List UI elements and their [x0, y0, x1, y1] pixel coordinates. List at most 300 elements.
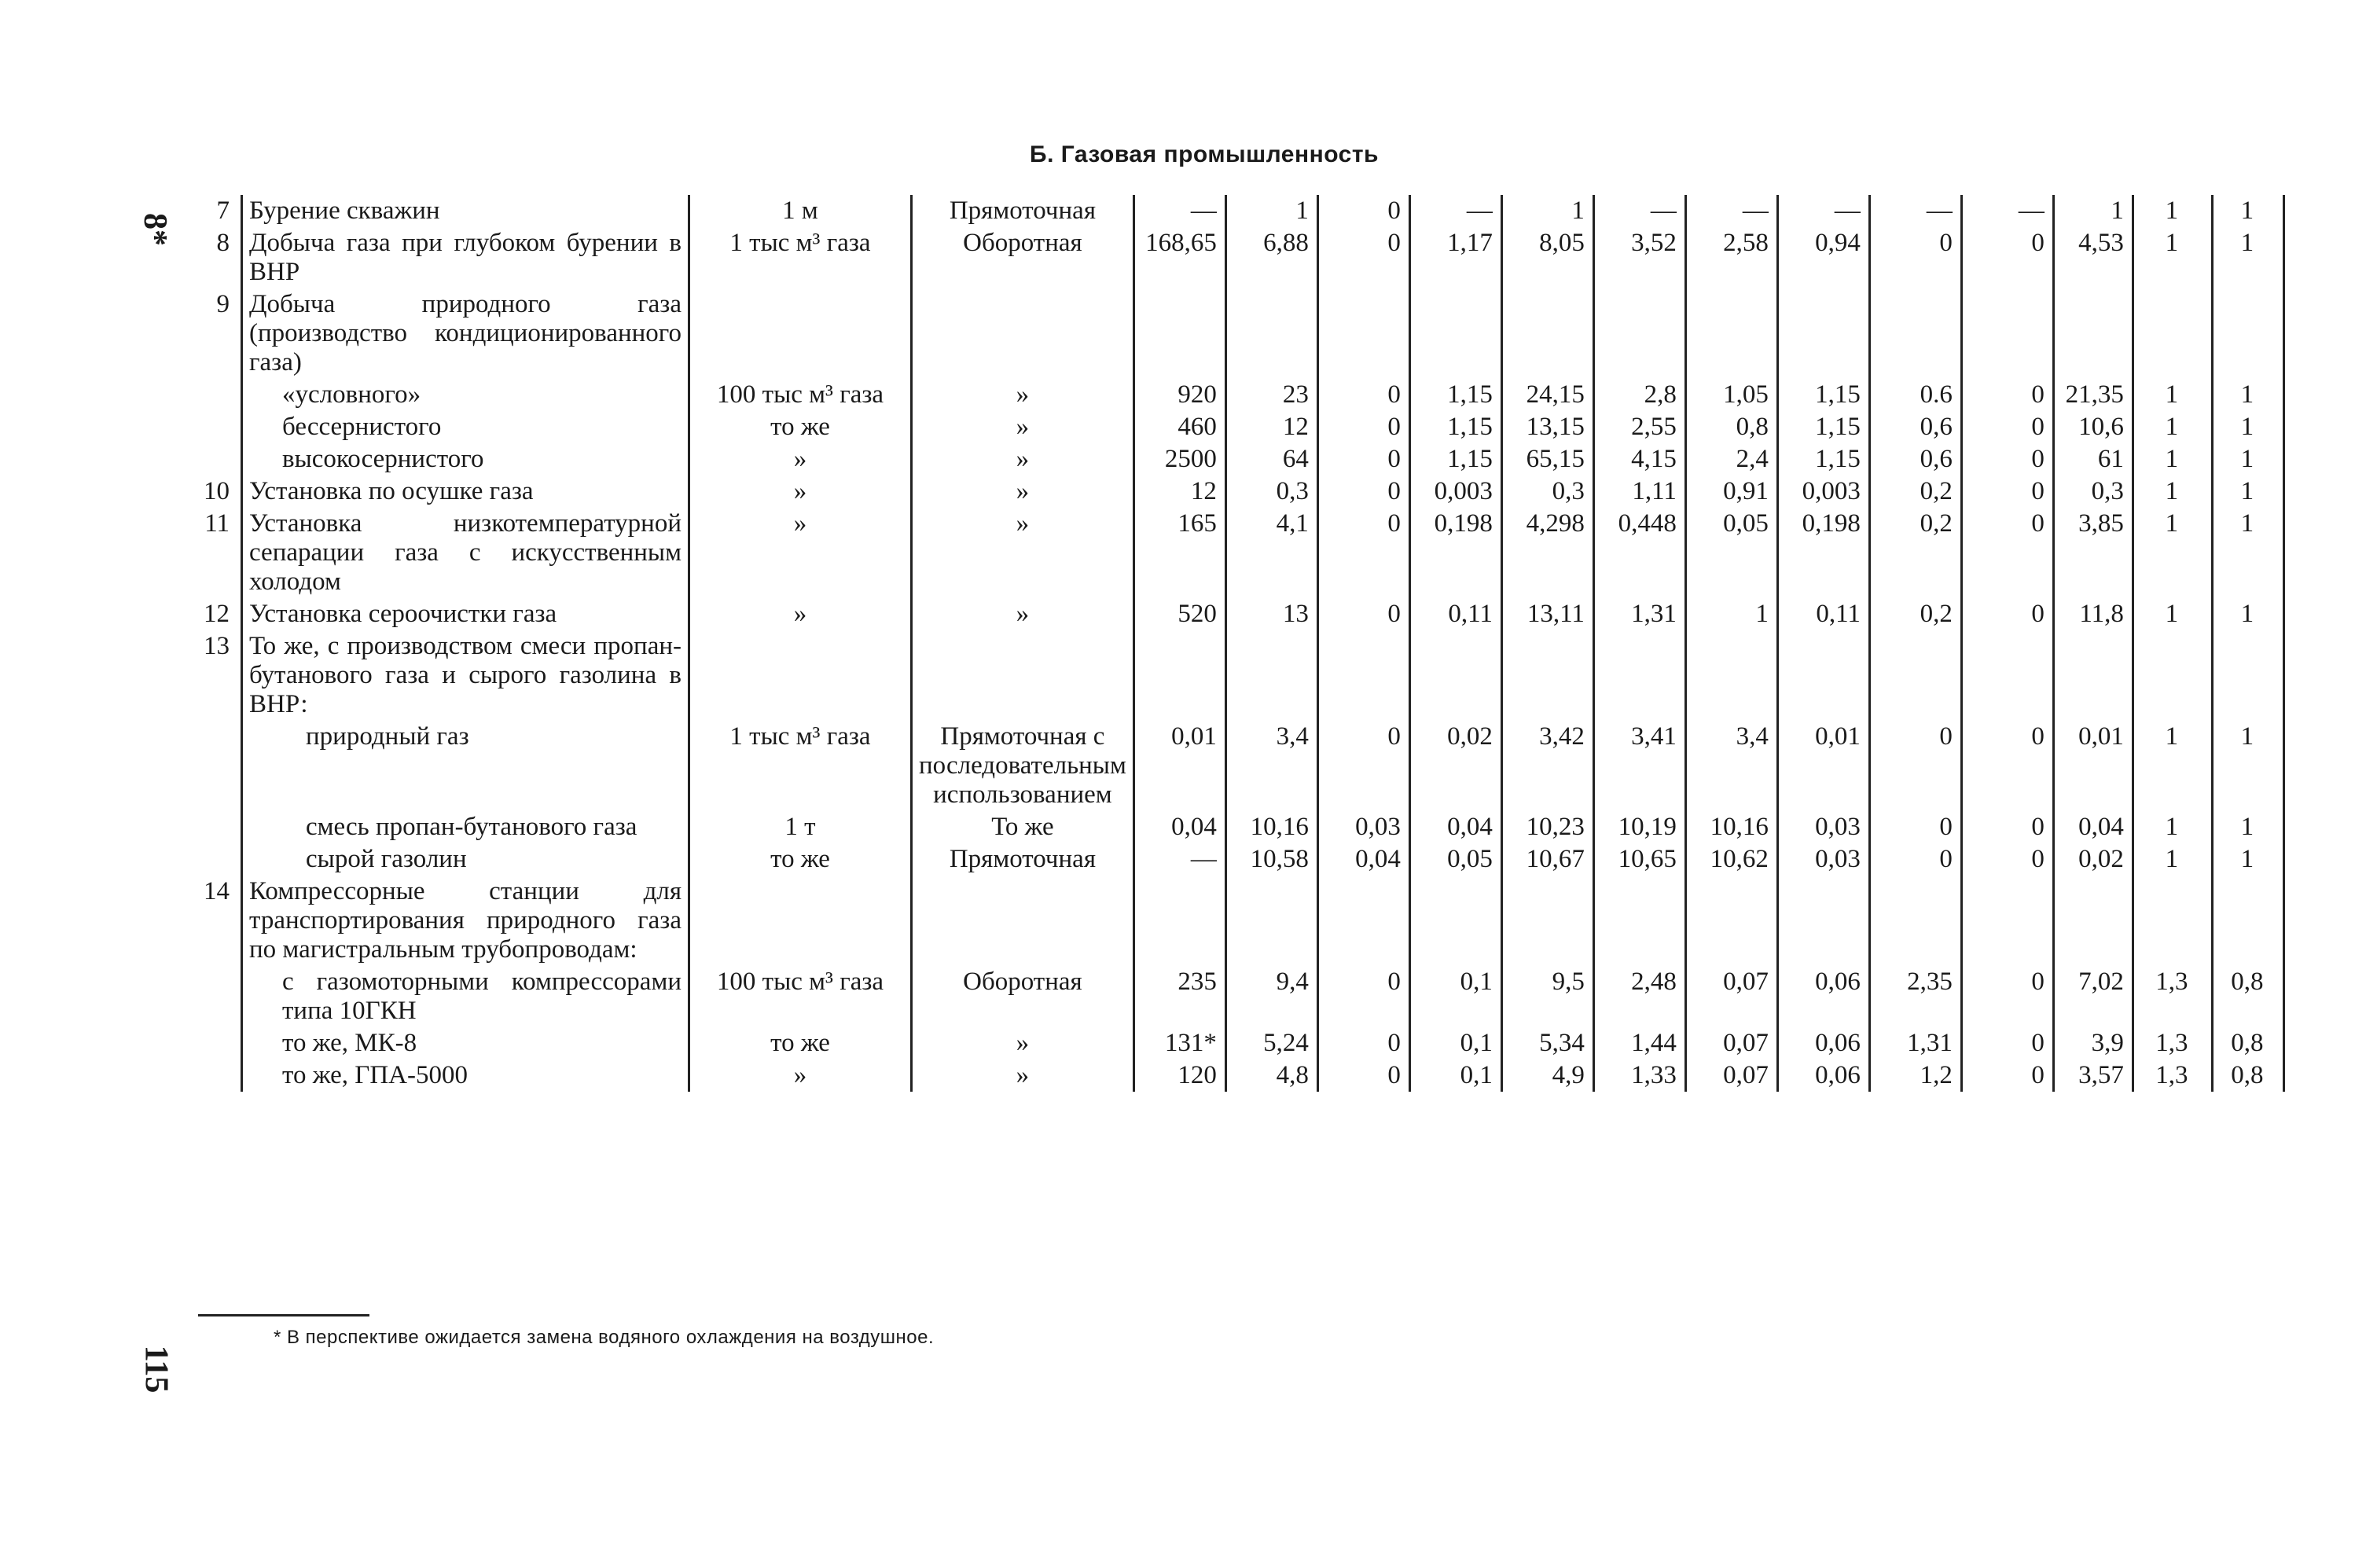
row-water-system: Оборотная: [912, 966, 1134, 1027]
row-value-col-2: 6,88: [1225, 227, 1317, 288]
row-water-system: »: [912, 411, 1134, 443]
row-unit: »: [689, 476, 912, 508]
row-value-col-8: 0,94: [1777, 227, 1869, 288]
row-value-col-3: 0: [1317, 476, 1409, 508]
row-value-col-1: 168,65: [1133, 227, 1225, 288]
row-name: смесь пропан-бутанового газа: [242, 811, 689, 843]
row-value-col-2: 64: [1225, 443, 1317, 476]
row-value-col-2: 4,8: [1225, 1059, 1317, 1092]
row-value-col-3: [1317, 288, 1409, 379]
row-value-col-10: 0: [1961, 443, 2053, 476]
row-value-col-11: 3,85: [2053, 508, 2133, 598]
row-value-col-2: 1: [1225, 195, 1317, 227]
row-value-col-7: [1685, 630, 1777, 721]
row-water-system: »: [912, 443, 1134, 476]
row-value-col-5: 4,298: [1501, 508, 1593, 598]
row-value-col-4: 0,1: [1409, 1027, 1501, 1059]
row-name: то же, ГПА-5000: [242, 1059, 689, 1092]
row-value-col-8: 0,03: [1777, 843, 1869, 876]
row-unit: 1 т: [689, 811, 912, 843]
row-value-col-9: 0: [1869, 811, 1961, 843]
row-water-system: [912, 876, 1134, 966]
table-row: [189, 721, 2283, 811]
table-row: [189, 288, 2283, 379]
row-value-col-5: 1: [1501, 195, 1593, 227]
row-value-col-1: 235: [1133, 966, 1225, 1027]
row-value-col-4: 0,02: [1409, 721, 1501, 811]
row-value-col-6: 4,15: [1593, 443, 1685, 476]
row-value-col-10: 0: [1961, 598, 2053, 630]
row-value-col-9: 0.6: [1869, 379, 1961, 411]
row-value-col-13: 1: [2212, 476, 2283, 508]
row-value-col-7: 10,16: [1685, 811, 1777, 843]
row-value-col-3: 0: [1317, 411, 1409, 443]
row-value-col-8: 0,198: [1777, 508, 1869, 598]
row-value-col-13: 1: [2212, 843, 2283, 876]
row-value-col-13: 0,8: [2212, 1027, 2283, 1059]
row-value-col-8: [1777, 288, 1869, 379]
row-value-col-12: 1: [2133, 411, 2212, 443]
page-number: 115: [138, 1345, 175, 1394]
row-value-col-7: 0,91: [1685, 476, 1777, 508]
row-value-col-8: 1,15: [1777, 379, 1869, 411]
row-value-col-7: 0,05: [1685, 508, 1777, 598]
row-value-col-10: [1961, 630, 2053, 721]
table-row: [189, 476, 2283, 508]
row-value-col-12: 1: [2133, 195, 2212, 227]
row-value-col-12: 1,3: [2133, 1027, 2212, 1059]
row-value-col-13: 1: [2212, 598, 2283, 630]
row-number: [189, 721, 242, 811]
row-value-col-5: 65,15: [1501, 443, 1593, 476]
row-value-col-13: 1: [2212, 227, 2283, 288]
row-number: [189, 966, 242, 1027]
row-value-col-2: 13: [1225, 598, 1317, 630]
row-value-col-3: 0: [1317, 1059, 1409, 1092]
row-value-col-1: 12: [1133, 476, 1225, 508]
row-value-col-3: [1317, 630, 1409, 721]
row-unit: »: [689, 1059, 912, 1092]
row-value-col-10: 0: [1961, 811, 2053, 843]
row-value-col-11: 7,02: [2053, 966, 2133, 1027]
row-value-col-10: [1961, 288, 2053, 379]
row-value-col-13: 1: [2212, 811, 2283, 843]
row-value-col-1: 460: [1133, 411, 1225, 443]
row-number: [189, 811, 242, 843]
row-value-col-6: 0,448: [1593, 508, 1685, 598]
row-value-col-3: 0: [1317, 721, 1409, 811]
row-value-col-4: 0,1: [1409, 966, 1501, 1027]
row-value-col-5: 4,9: [1501, 1059, 1593, 1092]
row-value-col-6: 3,52: [1593, 227, 1685, 288]
row-unit: то же: [689, 843, 912, 876]
row-value-col-4: 0,198: [1409, 508, 1501, 598]
row-value-col-8: 0,03: [1777, 811, 1869, 843]
row-water-system: »: [912, 598, 1134, 630]
row-value-col-11: 11,8: [2053, 598, 2133, 630]
row-unit: [689, 876, 912, 966]
row-number: 8: [216, 229, 230, 257]
row-value-col-6: [1593, 630, 1685, 721]
row-value-col-10: 0: [1961, 1059, 2053, 1092]
row-value-col-4: 1,15: [1409, 411, 1501, 443]
row-value-col-11: 61: [2053, 443, 2133, 476]
row-value-col-7: 10,62: [1685, 843, 1777, 876]
row-value-col-11: 3,9: [2053, 1027, 2133, 1059]
row-value-col-12: 1: [2133, 811, 2212, 843]
row-name: Добыча природного газа (производство кондиционированного газа): [242, 288, 689, 379]
row-name: «условного»: [242, 379, 689, 411]
row-value-col-1: 0,01: [1133, 721, 1225, 811]
row-value-col-2: 4,1: [1225, 508, 1317, 598]
row-value-col-3: 0: [1317, 1027, 1409, 1059]
row-value-col-13: [2212, 876, 2283, 966]
row-value-col-5: 3,42: [1501, 721, 1593, 811]
row-name: высокосернистого: [242, 443, 689, 476]
row-water-system: »: [912, 508, 1134, 598]
row-value-col-11: 0,04: [2053, 811, 2133, 843]
row-value-col-12: 1: [2133, 379, 2212, 411]
row-value-col-1: —: [1133, 843, 1225, 876]
row-unit: 100 тыс м³ газа: [689, 379, 912, 411]
row-value-col-3: 0: [1317, 379, 1409, 411]
row-value-col-13: 1: [2212, 379, 2283, 411]
row-value-col-7: —: [1685, 195, 1777, 227]
row-value-col-13: 1: [2212, 508, 2283, 598]
row-value-col-9: 0: [1869, 843, 1961, 876]
row-name: Бурение скважин: [242, 195, 689, 227]
row-value-col-9: [1869, 630, 1961, 721]
row-value-col-6: 3,41: [1593, 721, 1685, 811]
row-value-col-7: 1: [1685, 598, 1777, 630]
row-value-col-9: [1869, 876, 1961, 966]
row-unit: 1 м: [689, 195, 912, 227]
row-number: [189, 443, 242, 476]
row-value-col-8: [1777, 876, 1869, 966]
row-value-col-1: [1133, 630, 1225, 721]
row-unit: 1 тыс м³ газа: [689, 227, 912, 288]
row-value-col-4: 1,15: [1409, 443, 1501, 476]
row-value-col-13: [2212, 288, 2283, 379]
row-value-col-5: 10,67: [1501, 843, 1593, 876]
row-value-col-12: 1: [2133, 598, 2212, 630]
row-value-col-10: 0: [1961, 1027, 2053, 1059]
row-number: 9: [216, 290, 230, 318]
row-value-col-13: 1: [2212, 721, 2283, 811]
row-value-col-11: 0,01: [2053, 721, 2133, 811]
row-value-col-10: [1961, 876, 2053, 966]
row-value-col-2: 9,4: [1225, 966, 1317, 1027]
row-value-col-8: 0,06: [1777, 966, 1869, 1027]
row-value-col-4: 0,1: [1409, 1059, 1501, 1092]
row-name: Добыча газа при глубоком бурении в ВНР: [242, 227, 689, 288]
row-value-col-6: [1593, 876, 1685, 966]
row-number: [189, 1027, 242, 1059]
row-value-col-4: 1,17: [1409, 227, 1501, 288]
row-value-col-1: 520: [1133, 598, 1225, 630]
row-value-col-4: 0,003: [1409, 476, 1501, 508]
row-value-col-2: 10,16: [1225, 811, 1317, 843]
row-value-col-12: [2133, 630, 2212, 721]
row-value-col-7: 2,58: [1685, 227, 1777, 288]
row-water-system: Прямоточная с последовательным использованием: [912, 721, 1134, 811]
footnote: * В перспективе ожидается замена водяного охлаждения на воздушное.: [274, 1327, 935, 1348]
row-water-system: [912, 630, 1134, 721]
row-value-col-3: 0,03: [1317, 811, 1409, 843]
table-row: [189, 811, 2283, 843]
row-unit: 1 тыс м³ газа: [689, 721, 912, 811]
row-name: То же, с производством смеси пропан-бутанового газа и сырого газолина в ВНР:: [242, 630, 689, 721]
row-value-col-9: 0,2: [1869, 508, 1961, 598]
row-value-col-13: 0,8: [2212, 1059, 2283, 1092]
row-value-col-12: 1: [2133, 721, 2212, 811]
row-name: природный газ: [242, 721, 689, 811]
row-value-col-9: 0,2: [1869, 598, 1961, 630]
row-value-col-11: 4,53: [2053, 227, 2133, 288]
row-value-col-3: 0,04: [1317, 843, 1409, 876]
row-value-col-9: 1,31: [1869, 1027, 1961, 1059]
row-value-col-8: 0,11: [1777, 598, 1869, 630]
table-row: [189, 195, 2283, 227]
row-number: 10: [204, 477, 230, 505]
row-value-col-10: 0: [1961, 721, 2053, 811]
table-row: [189, 598, 2283, 630]
row-value-col-2: 5,24: [1225, 1027, 1317, 1059]
row-water-system: »: [912, 379, 1134, 411]
row-name: Компрессорные станции для транспортирования природного газа по магистральным трубопроводам:: [242, 876, 689, 966]
row-value-col-10: 0: [1961, 476, 2053, 508]
row-water-system: »: [912, 1027, 1134, 1059]
row-value-col-4: [1409, 288, 1501, 379]
row-value-col-3: 0: [1317, 966, 1409, 1027]
row-name: Установка сероочистки газа: [242, 598, 689, 630]
row-value-col-9: 0: [1869, 227, 1961, 288]
row-value-col-9: —: [1869, 195, 1961, 227]
row-value-col-6: [1593, 288, 1685, 379]
row-value-col-13: 1: [2212, 411, 2283, 443]
table-row: [189, 379, 2283, 411]
row-value-col-3: 0: [1317, 508, 1409, 598]
row-value-col-10: 0: [1961, 966, 2053, 1027]
row-value-col-12: 1: [2133, 508, 2212, 598]
row-value-col-8: [1777, 630, 1869, 721]
row-number: 13: [204, 632, 230, 660]
row-value-col-5: 13,15: [1501, 411, 1593, 443]
page-marker-top: 8*: [137, 213, 173, 246]
row-number: 12: [204, 600, 230, 628]
row-value-col-6: 1,44: [1593, 1027, 1685, 1059]
table-row: [189, 1027, 2283, 1059]
row-value-col-4: 1,15: [1409, 379, 1501, 411]
row-number: [189, 843, 242, 876]
row-value-col-11: [2053, 630, 2133, 721]
row-value-col-4: 0,04: [1409, 811, 1501, 843]
row-value-col-7: 0,8: [1685, 411, 1777, 443]
row-value-col-9: 1,2: [1869, 1059, 1961, 1092]
table-row: [189, 966, 2283, 1027]
row-value-col-2: 23: [1225, 379, 1317, 411]
row-value-col-2: 12: [1225, 411, 1317, 443]
row-name: то же, МК-8: [242, 1027, 689, 1059]
row-unit: то же: [689, 411, 912, 443]
row-unit: [689, 630, 912, 721]
row-value-col-3: [1317, 876, 1409, 966]
row-value-col-12: [2133, 288, 2212, 379]
row-value-col-12: 1: [2133, 227, 2212, 288]
row-value-col-6: 1,33: [1593, 1059, 1685, 1092]
row-value-col-6: 10,65: [1593, 843, 1685, 876]
row-value-col-9: 2,35: [1869, 966, 1961, 1027]
row-value-col-1: [1133, 876, 1225, 966]
row-name: Установка низкотемпературной сепарации газа с искусственным холодом: [242, 508, 689, 598]
row-water-system: [912, 288, 1134, 379]
data-table-container: [189, 195, 2285, 1092]
row-number: [189, 379, 242, 411]
row-value-col-8: 1,15: [1777, 443, 1869, 476]
row-water-system: Прямоточная: [912, 843, 1134, 876]
row-value-col-1: 165: [1133, 508, 1225, 598]
row-value-col-13: 1: [2212, 443, 2283, 476]
row-value-col-12: 1: [2133, 443, 2212, 476]
row-value-col-10: 0: [1961, 227, 2053, 288]
row-value-col-11: 10,6: [2053, 411, 2133, 443]
footnote-rule: [198, 1314, 369, 1316]
row-number: 11: [204, 509, 230, 538]
row-value-col-6: 10,19: [1593, 811, 1685, 843]
row-value-col-11: [2053, 288, 2133, 379]
row-value-col-5: 10,23: [1501, 811, 1593, 843]
row-value-col-6: 1,31: [1593, 598, 1685, 630]
row-value-col-11: 21,35: [2053, 379, 2133, 411]
row-value-col-6: 2,8: [1593, 379, 1685, 411]
row-number: 14: [204, 877, 230, 905]
row-value-col-1: —: [1133, 195, 1225, 227]
row-water-system: »: [912, 476, 1134, 508]
row-value-col-11: [2053, 876, 2133, 966]
row-name: с газомоторными компрессорами типа 10ГКН: [242, 966, 689, 1027]
table-row: [189, 508, 2283, 598]
row-name: сырой газолин: [242, 843, 689, 876]
row-value-col-6: —: [1593, 195, 1685, 227]
row-value-col-9: 0,6: [1869, 443, 1961, 476]
row-value-col-3: 0: [1317, 443, 1409, 476]
section-heading: Б. Газовая промышленность: [1030, 141, 1379, 167]
row-water-system: »: [912, 1059, 1134, 1092]
table-row: [189, 227, 2283, 288]
row-value-col-1: 120: [1133, 1059, 1225, 1092]
table-row: [189, 843, 2283, 876]
row-value-col-5: [1501, 876, 1593, 966]
row-unit: »: [689, 508, 912, 598]
row-value-col-7: 3,4: [1685, 721, 1777, 811]
row-value-col-7: [1685, 288, 1777, 379]
table-row: [189, 1059, 2283, 1092]
row-name: Установка по осушке газа: [242, 476, 689, 508]
row-value-col-7: 2,4: [1685, 443, 1777, 476]
row-value-col-8: 0,06: [1777, 1059, 1869, 1092]
row-water-system: То же: [912, 811, 1134, 843]
row-value-col-10: —: [1961, 195, 2053, 227]
row-value-col-11: 0,02: [2053, 843, 2133, 876]
row-value-col-12: 1,3: [2133, 966, 2212, 1027]
row-value-col-8: 0,003: [1777, 476, 1869, 508]
row-value-col-13: 1: [2212, 195, 2283, 227]
row-value-col-10: 0: [1961, 411, 2053, 443]
row-value-col-9: [1869, 288, 1961, 379]
row-value-col-11: 0,3: [2053, 476, 2133, 508]
row-value-col-7: 1,05: [1685, 379, 1777, 411]
row-value-col-3: 0: [1317, 598, 1409, 630]
table-row: [189, 630, 2283, 721]
row-value-col-1: 131*: [1133, 1027, 1225, 1059]
row-value-col-9: 0,6: [1869, 411, 1961, 443]
row-number: [189, 1059, 242, 1092]
row-value-col-13: 0,8: [2212, 966, 2283, 1027]
row-value-col-8: 0,06: [1777, 1027, 1869, 1059]
row-value-col-7: 0,07: [1685, 1027, 1777, 1059]
row-value-col-8: —: [1777, 195, 1869, 227]
row-value-col-5: 24,15: [1501, 379, 1593, 411]
row-unit: [689, 288, 912, 379]
row-value-col-7: 0,07: [1685, 966, 1777, 1027]
row-value-col-9: 0,2: [1869, 476, 1961, 508]
norms-table: [189, 195, 2285, 1092]
row-value-col-1: 920: [1133, 379, 1225, 411]
row-value-col-8: 1,15: [1777, 411, 1869, 443]
row-value-col-5: 13,11: [1501, 598, 1593, 630]
row-value-col-5: [1501, 630, 1593, 721]
row-value-col-7: 0,07: [1685, 1059, 1777, 1092]
row-value-col-10: 0: [1961, 508, 2053, 598]
row-value-col-2: 10,58: [1225, 843, 1317, 876]
row-water-system: Прямоточная: [912, 195, 1134, 227]
table-row: [189, 876, 2283, 966]
row-value-col-6: 2,55: [1593, 411, 1685, 443]
row-unit: »: [689, 443, 912, 476]
row-water-system: Оборотная: [912, 227, 1134, 288]
row-unit: 100 тыс м³ газа: [689, 966, 912, 1027]
row-value-col-2: [1225, 876, 1317, 966]
row-value-col-4: —: [1409, 195, 1501, 227]
row-value-col-1: 2500: [1133, 443, 1225, 476]
table-body: [189, 195, 2283, 1092]
row-value-col-12: 1: [2133, 843, 2212, 876]
row-value-col-12: [2133, 876, 2212, 966]
row-value-col-8: 0,01: [1777, 721, 1869, 811]
row-name: бессернистого: [242, 411, 689, 443]
row-value-col-1: 0,04: [1133, 811, 1225, 843]
row-value-col-2: 3,4: [1225, 721, 1317, 811]
row-value-col-12: 1: [2133, 476, 2212, 508]
row-value-col-5: 9,5: [1501, 966, 1593, 1027]
row-value-col-5: 0,3: [1501, 476, 1593, 508]
row-value-col-1: [1133, 288, 1225, 379]
row-value-col-5: 8,05: [1501, 227, 1593, 288]
row-value-col-3: 0: [1317, 227, 1409, 288]
row-value-col-10: 0: [1961, 843, 2053, 876]
table-row: [189, 411, 2283, 443]
row-number: [189, 411, 242, 443]
row-value-col-11: 1: [2053, 195, 2133, 227]
row-value-col-6: 2,48: [1593, 966, 1685, 1027]
row-unit: то же: [689, 1027, 912, 1059]
row-number: 7: [216, 196, 230, 225]
row-value-col-2: 0,3: [1225, 476, 1317, 508]
row-value-col-11: 3,57: [2053, 1059, 2133, 1092]
row-value-col-12: 1,3: [2133, 1059, 2212, 1092]
row-value-col-13: [2212, 630, 2283, 721]
row-value-col-10: 0: [1961, 379, 2053, 411]
